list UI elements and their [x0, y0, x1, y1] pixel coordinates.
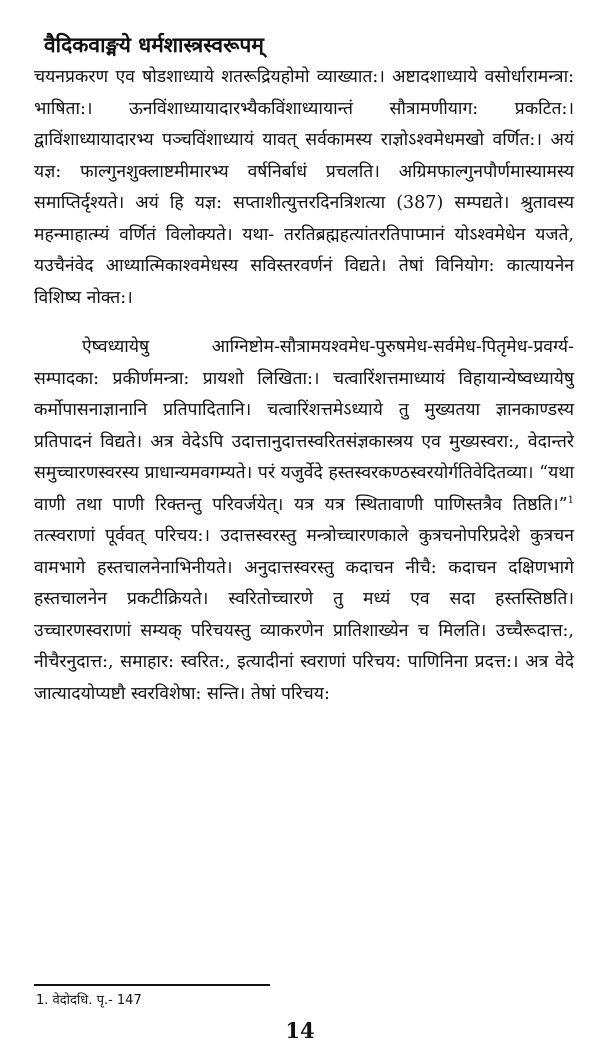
page-number: 14 — [285, 1018, 315, 1043]
paragraph-2 — [34, 332, 574, 710]
footnote: 1. वेदोदधि. पृ.- 147 — [36, 993, 142, 1008]
paragraph-2-continuation: तत्स्वराणां पूर्ववत् परिचय:। उदात्तस्वरस्तु मन्त्रोच्चारणकाले कुत्रचनोपरिप्रदेशे कुत्रचन वामभागे हस्तचालनेनाभिनीयते। अनुदात्तस्वरस्तु कदाचन नीचै: कदाचन दक्षिणभागे हस्तचालनेन प्रकटीक्रियते। स्वरितोच्चारणे तु मध्यं एव सदा हस्तस्तिष्ठति। उच्चारणस्वराणां सम्यक् परिचयस्तु व्याकरणेन प्रातिशाख्येन च मिलति। उच्चैरूदात्त:, नीचैरनुदात्त:, समाहार: स्वरित:, इत्यादीनां स्वराणां परिचय: पाणिनिना प्रदत्त:। अत्र वेदे जात्यादयोप्यष्टौ स्वरविशेषा: सन्ति। तेषां परिचय: — [34, 526, 574, 704]
footnote-divider — [34, 984, 270, 986]
footnote-reference[interactable]: 1 — [567, 494, 574, 506]
page-body — [34, 30, 574, 710]
paragraph-2-text: ऐष्वध्यायेषु आग्निष्टोम-सौत्रामयश्वमेध-पुरुषमेध-सर्वमेध-पितृमेध-प्रवर्ग्य-सम्पादका: प्रकीर्णमन्त्रा: प्रायशो लिखिता:। चत्वारिंशत्तमाध्यायं विहायान्येष्वध्यायेषु कर्मोपासनाज्ञानानि प्रतिपादितानि। चत्वारिंशत्तमेऽध्याये तु मुख्यतया ज्ञानकाण्डस्य प्रतिपादनं विद्यते। अत्र वेदेऽपि उदात्तानुदात्तस्वरितसंज्ञकास्त्रय एव मुख्यस्वरा:, वेदान्तरे समुच्चारणस्वरस्य प्राधान्यमवगम्यते। परं यजुर्वेदे हस्तस्वरकण्ठस्वरयोर्गतिवेदितव्या। “यथा वाणी तथा पाणी रिक्तन्तु परिवर्जयेत्। यत्र यत्र स्थितावाणी पाणिस्तत्रैव तिष्ठति।” — [34, 337, 574, 515]
paragraph-1: चयनप्रकरण एव षोडशाध्याये शतरूद्रियहोमो व्याख्यात:। अष्टादशाध्याये वसोर्धारामन्त्रा: भाषिता:। ऊनविंशाध्यायादारभ्यैकविंशाध्यायान्तं सौत्रामणीयाग: प्रकटित:। द्वाविंशाध्यायादारभ्य पञ्चविंशाध्यायं यावत् सर्वकामस्य राज्ञोऽश्वमेधमखो वर्णित:। अयं यज्ञ: फाल्गुनशुक्लाष्टमीमारभ्य वर्षनिर्बाधं प्रचलति। अग्रिमफाल्गुनपौर्णमास्यामस्य समाप्तिर्दृश्यते। अयं हि यज्ञ: सप्ताशीत्युत्तरदिनत्रिशत्या (387) सम्पद्यते। श्रुतावस्य महन्माहात्म्यं वर्णितं विलोक्यते। यथा- तरतिब्रह्महत्यांतरतिपाप्मानं योऽश्वमेधेन यजते, यउचैनंवेद आध्यात्मिकाश्वमेधस्य सविस्तरवर्णनं विद्यते। तेषां विनियोग: कात्यायनेन विशिष्य नोक्त:। — [34, 67, 574, 308]
running-head: वैदिकवाङ्मये धर्मशास्त्रस्वरूपम् — [44, 33, 264, 57]
